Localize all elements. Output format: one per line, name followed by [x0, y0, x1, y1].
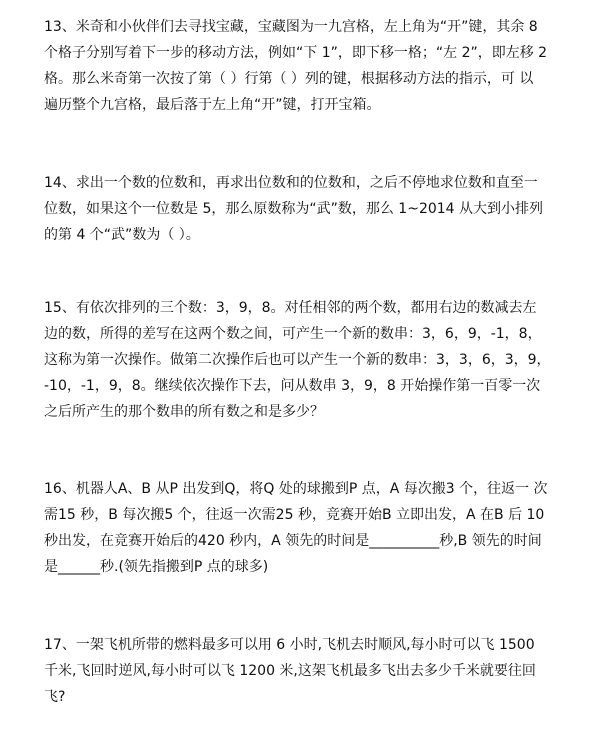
problem-text-line: 秒出发，在竞赛开始后的420 秒内，A 领先的时间是__________秒,B 领先的时间 — [44, 533, 542, 549]
problem-text-line: 的第 4 个“武”数为（ ）。 — [44, 227, 200, 243]
problem-text-line: 15、有依次排列的三个数：3，9，8。对任相邻的两个数，都用右边的数减去左 — [44, 300, 537, 316]
problem-text-line: 13、米奇和小伙伴们去寻找宝藏，宝藏图为一九宫格，左上角为“开”键，其余 8 — [44, 19, 538, 35]
problem-text-line: 14、求出一个数的位数和，再求出位数和的位数和，之后不停地求位数和直至一 — [44, 175, 538, 191]
problem-text-line: 16、机器人A、B 从P 出发到Q，将Q 处的球搬到P 点，A 每次搬3 个，往返一 次 — [44, 481, 548, 497]
problem-text-line: 遍历整个九宫格，最后落于左上角“开”键，打开宝箱。 — [44, 97, 381, 113]
problem-15 — [44, 295, 554, 425]
problem-text-line: -10，-1，9，8。继续依次操作下去，问从数串 3，9，8 开始操作第一百零一次 — [44, 378, 541, 394]
problem-text-line: 17、一架飞机所带的燃料最多可以用 6 小时,飞机去时顺风,每小时可以飞 1500 — [44, 637, 535, 653]
problem-text-line: 边的数，所得的差写在这两个数之间，可产生一个新的数串：3，6，9，-1，8， — [44, 326, 542, 342]
problem-text-line: 千米,飞回时逆风,每小时可以飞 1200 米,这架飞机最多飞出去多少千米就要往回 — [44, 663, 536, 679]
problem-text-line: 个格子分别写着下一步的移动方法，例如“下 1”，即下移一格；“左 2”，即左移 2 — [44, 45, 548, 61]
problem-text-line: 需15 秒，B 每次搬5 个，往返一次需25 秒，竞赛开始B 立即出发，A 在B 后 10 — [44, 507, 545, 523]
problem-text-line: 格。那么米奇第一次按了第（ ）行第（ ）列的键，根据移动方法的指示，可 以 — [44, 71, 534, 87]
problem-text-line: 位数，如果这个一位数是 5，那么原数称为“武”数，那么 1~2014 从大到小排列 — [44, 201, 544, 217]
problem-text-line: 飞? — [44, 689, 66, 705]
problem-17 — [44, 632, 554, 710]
problem-text-line: 这称为第一次操作。做第二次操作后也可以产生一个新的数串：3，3，6，3，9， — [44, 352, 551, 368]
problem-text-line: 之后所产生的那个数串的所有数之和是多少？ — [44, 404, 324, 420]
problem-14 — [44, 170, 554, 248]
problem-16 — [44, 476, 554, 580]
problem-text-line: 是______秒.(领先指搬到P 点的球多) — [44, 559, 269, 575]
problem-13 — [44, 14, 554, 118]
